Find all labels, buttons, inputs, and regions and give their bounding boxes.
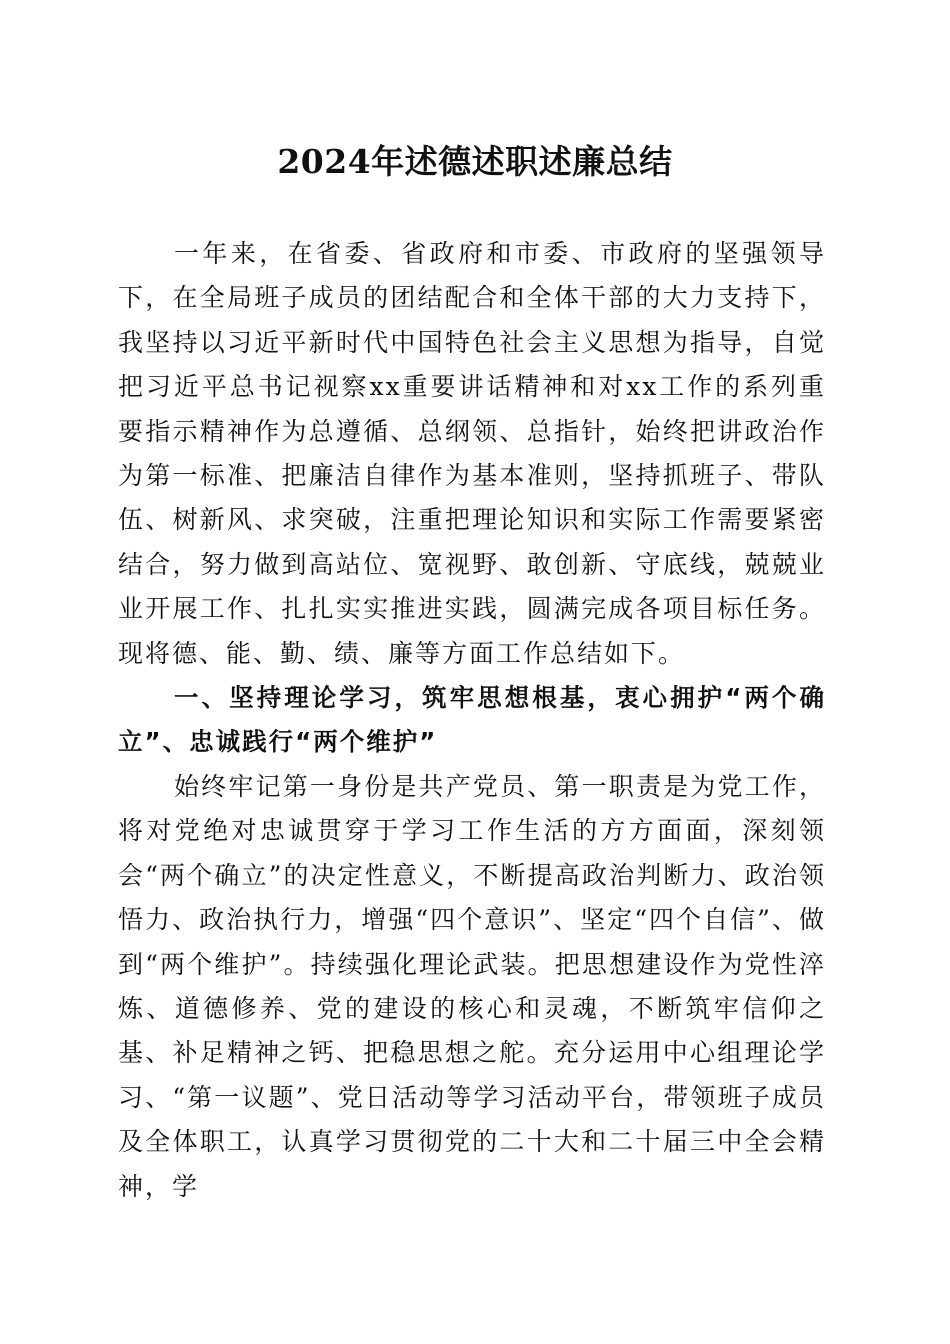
document-title: 2024年述德述职述廉总结 (277, 142, 673, 181)
paragraph-section-1: 始终牢记第一身份是共产党员、第一职责是为党工作，将对党绝对忠诚贯穿于学习工作生活的方方面面，深刻领会“两个确立”的决定性意义，不断提高政治判断力、政治领悟力、政治执行力，增强“四个意识”、坚定“四个自信”、做到“两个维护”。持续强化理论武装。把思想建设作为党性淬炼、道德修养、党的建设的核心和灵魂，不断筑牢信仰之基、补足精神之钙、把稳思想之舵。充分运用中心组理论学习、“第一议题”、党日活动等学习活动平台，带领班子成员及全体职工，认真学习贯彻党的二十大和二十届三中全会精神，学 (118, 771, 826, 1201)
paragraph-intro: 一年来，在省委、省政府和市委、市政府的坚强领导下，在全局班子成员的团结配合和全体干部的大力支持下，我坚持以习近平新时代中国特色社会主义思想为指导，自觉把习近平总书记视察xx重要讲话精神和对xx工作的系列重要指示精神作为总遵循、总纲领、总指针，始终把讲政治作为第一标准、把廉洁自律作为基本准则，坚持抓班子、带队伍、树新风、求突破，注重把理论知识和实际工作需要紧密结合，努力做到高站位、宽视野、敢创新、守底线，兢兢业业开展工作、扎扎实实推进实践，圆满完成各项目标任务。现将德、能、勤、绩、廉等方面工作总结如下。 (118, 239, 826, 668)
document-body (118, 232, 826, 1209)
section-heading-1: 一、坚持理论学习，筑牢思想根基，衷心拥护“两个确立”、忠诚践行“两个维护” (118, 683, 826, 757)
